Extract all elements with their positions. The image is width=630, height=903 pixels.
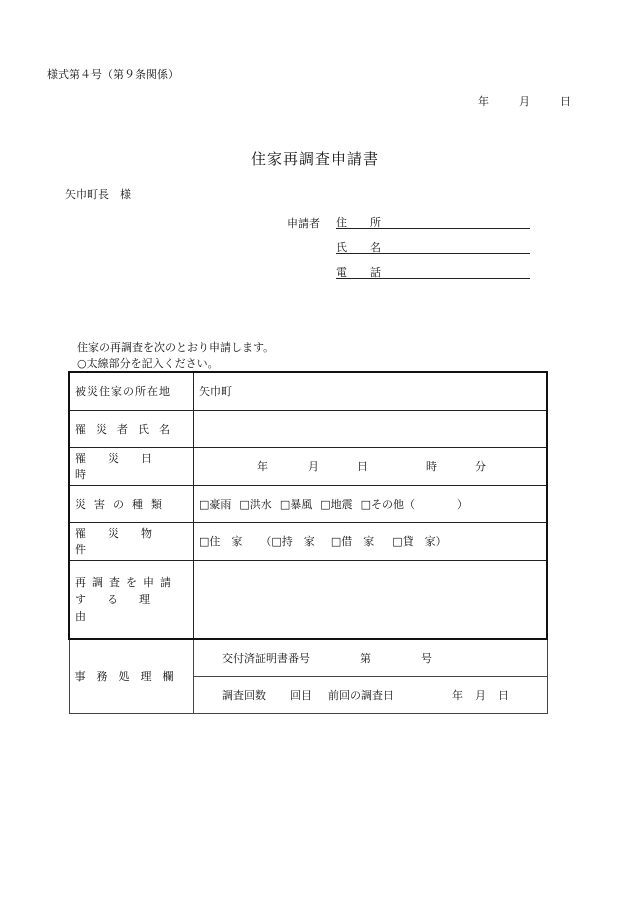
address-label: 住 所	[336, 216, 387, 229]
datetime-hour: 時	[426, 460, 437, 473]
previous-survey-label: 前回の調査日	[328, 688, 394, 702]
certificate-number-label: 交付済証明書番号	[222, 651, 310, 665]
datetime-label: 罹災日時	[69, 447, 194, 485]
note-text: ○太線部分を記入ください。	[77, 357, 219, 370]
previous-month: 月	[475, 688, 486, 702]
previous-year: 年	[452, 688, 463, 702]
name-label: 氏 名	[336, 241, 387, 254]
certificate-go: 号	[421, 651, 432, 665]
date-month-label: 月	[519, 95, 530, 108]
applicant-phone-field[interactable]	[336, 264, 530, 279]
other-close-paren: ）	[457, 497, 469, 511]
datetime-year: 年	[257, 460, 268, 473]
intro-text: 住家の再調査を次のとおり申請します。	[77, 341, 275, 354]
option-rented-house[interactable]: □借 家	[330, 535, 375, 548]
date-year-label: 年	[478, 95, 489, 108]
applicant-address-field[interactable]	[336, 214, 530, 229]
datetime-value[interactable]	[194, 447, 548, 485]
location-label: 被災住家の所在地	[69, 372, 194, 410]
phone-label: 電 話	[336, 266, 387, 279]
applicant-name-field[interactable]	[336, 239, 530, 254]
application-date	[478, 93, 571, 109]
survey-count-unit: 回目	[290, 688, 312, 702]
option-leased-house[interactable]: □貸 家）	[392, 535, 447, 548]
option-owned-house[interactable]: （□持 家	[260, 535, 315, 548]
form-number: 様式第４号（第９条関係）	[47, 68, 179, 81]
disaster-type-options	[194, 485, 548, 522]
addressee: 矢巾町長 様	[65, 188, 131, 201]
office-use-label: 事務処理欄	[69, 639, 194, 713]
datetime-day: 日	[357, 460, 368, 473]
property-label: 罹災物件	[69, 522, 194, 560]
option-flood[interactable]: □洪水	[239, 497, 272, 511]
application-table	[68, 371, 548, 714]
option-heavy-rain[interactable]: □豪雨	[199, 497, 232, 511]
disaster-type-label: 災害の種類	[69, 485, 194, 522]
victim-name-label: 罹災者氏名	[69, 410, 194, 447]
certificate-dai: 第	[360, 651, 371, 665]
date-day-label: 日	[560, 95, 571, 108]
property-options	[194, 522, 548, 560]
location-value[interactable]: 矢巾町	[194, 372, 548, 410]
datetime-minute: 分	[475, 460, 486, 473]
document-title: 住家再調査申請書	[250, 150, 379, 168]
certificate-number-row	[194, 639, 548, 676]
option-other[interactable]: □その他（	[360, 497, 416, 511]
survey-count-row	[194, 676, 548, 713]
option-house[interactable]: □住 家	[199, 535, 243, 548]
victim-name-value[interactable]	[194, 410, 548, 447]
option-earthquake[interactable]: □地震	[320, 497, 353, 511]
option-storm[interactable]: □暴風	[279, 497, 313, 511]
survey-count-label: 調査回数	[222, 688, 266, 702]
applicant-label: 申請者	[287, 217, 320, 230]
previous-day: 日	[498, 688, 509, 702]
reason-value[interactable]	[194, 560, 548, 639]
datetime-month: 月	[308, 460, 319, 473]
reason-label: 再調査を申請 する理由	[69, 560, 194, 639]
